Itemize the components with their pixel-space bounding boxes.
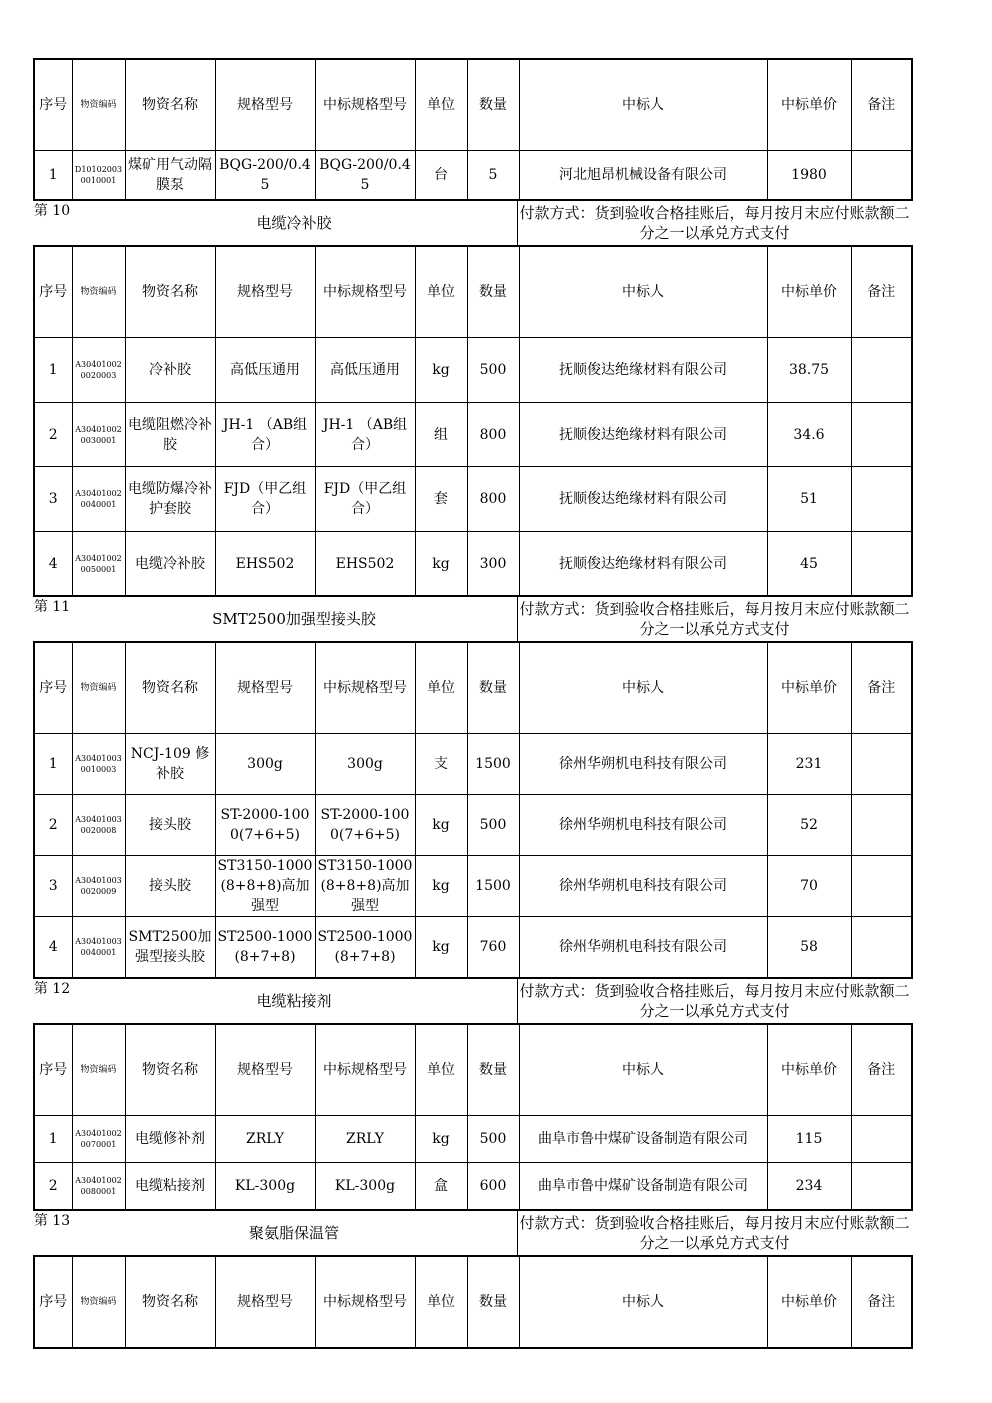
header-row (34, 59, 912, 151)
cell-seq: 1 (34, 338, 72, 403)
bid-results-sheet (33, 58, 911, 1349)
cell-qty: 300 (467, 532, 519, 597)
section-title: 聚氨脂保温管 (248, 1224, 339, 1242)
table-row (34, 734, 912, 795)
cell-winner: 徐州华朔机电科技有限公司 (519, 917, 767, 979)
cell-spec: 高低压通用 (215, 338, 315, 403)
section-header (33, 1211, 911, 1255)
cell-unit: kg (415, 856, 467, 917)
header-qty: 数量 (467, 59, 519, 151)
header-price: 中标单价 (767, 246, 851, 338)
header-unit: 单位 (415, 59, 467, 151)
cell-seq: 2 (34, 795, 72, 856)
cell-spec: FJD（甲乙组合） (215, 467, 315, 532)
header-winner: 中标人 (519, 1256, 767, 1348)
cell-winner: 抚顺俊达绝缘材料有限公司 (519, 467, 767, 532)
cell-remark (851, 467, 912, 532)
header-code: 物资编码 (72, 642, 125, 734)
cell-remark (851, 917, 912, 979)
section-title: SMT2500加强型接头胶 (212, 610, 376, 628)
cell-code: A30401003 0040001 (72, 917, 125, 979)
cell-seq: 1 (34, 151, 72, 201)
cell-qty: 600 (467, 1163, 519, 1211)
header-price: 中标单价 (767, 1024, 851, 1116)
header-remark: 备注 (851, 59, 912, 151)
table-row (34, 795, 912, 856)
header-name: 物资名称 (125, 246, 215, 338)
header-row (34, 642, 912, 734)
cell-unit: kg (415, 795, 467, 856)
table-row (34, 1163, 912, 1211)
cell-code: A30401002 0020003 (72, 338, 125, 403)
header-price: 中标单价 (767, 59, 851, 151)
cell-qty: 1500 (467, 856, 519, 917)
cell-bid-spec: BQG-200/0.45 (315, 151, 415, 201)
cell-price: 34.6 (767, 403, 851, 467)
cell-unit: kg (415, 917, 467, 979)
header-spec: 规格型号 (215, 59, 315, 151)
payment-terms: 付款方式：货到验收合格挂账后，每月按月末应付账款额二分之一以承兑方式支付 (517, 597, 911, 641)
cell-name: NCJ-109 修补胶 (125, 734, 215, 795)
cell-winner: 徐州华朔机电科技有限公司 (519, 856, 767, 917)
header-qty: 数量 (467, 246, 519, 338)
cell-qty: 1500 (467, 734, 519, 795)
cell-remark (851, 403, 912, 467)
cell-bid-spec: 高低压通用 (315, 338, 415, 403)
header-bid-spec: 中标规格型号 (315, 1024, 415, 1116)
header-unit: 单位 (415, 1256, 467, 1348)
cell-seq: 2 (34, 1163, 72, 1211)
cell-bid-spec: 300g (315, 734, 415, 795)
cell-qty: 5 (467, 151, 519, 201)
table-row (34, 467, 912, 532)
section-title: 电缆粘接剂 (256, 992, 332, 1010)
cell-spec: KL-300g (215, 1163, 315, 1211)
header-name: 物资名称 (125, 642, 215, 734)
header-unit: 单位 (415, 642, 467, 734)
section-number: 第 10 (33, 203, 71, 219)
cell-qty: 800 (467, 467, 519, 532)
cell-winner: 徐州华朔机电科技有限公司 (519, 795, 767, 856)
header-winner: 中标人 (519, 246, 767, 338)
cell-price: 231 (767, 734, 851, 795)
cell-qty: 500 (467, 795, 519, 856)
cell-seq: 4 (34, 917, 72, 979)
cell-winner: 河北旭昂机械设备有限公司 (519, 151, 767, 201)
cell-name: 电缆防爆冷补护套胶 (125, 467, 215, 532)
item-table (33, 1023, 913, 1211)
header-spec: 规格型号 (215, 1256, 315, 1348)
cell-remark (851, 338, 912, 403)
cell-price: 52 (767, 795, 851, 856)
header-bid-spec: 中标规格型号 (315, 642, 415, 734)
header-seq: 序号 (34, 1024, 72, 1116)
cell-price: 45 (767, 532, 851, 597)
cell-code: A30401002 0080001 (72, 1163, 125, 1211)
header-bid-spec: 中标规格型号 (315, 246, 415, 338)
cell-name: 电缆冷补胶 (125, 532, 215, 597)
cell-unit: 支 (415, 734, 467, 795)
cell-unit: 套 (415, 467, 467, 532)
header-bid-spec: 中标规格型号 (315, 1256, 415, 1348)
cell-winner: 抚顺俊达绝缘材料有限公司 (519, 338, 767, 403)
cell-price: 115 (767, 1116, 851, 1163)
item-table (33, 641, 913, 979)
cell-price: 234 (767, 1163, 851, 1211)
cell-code: A30401003 0010003 (72, 734, 125, 795)
cell-winner: 曲阜市鲁中煤矿设备制造有限公司 (519, 1116, 767, 1163)
cell-price: 1980 (767, 151, 851, 201)
cell-spec: 300g (215, 734, 315, 795)
cell-name: 电缆阻燃冷补胶 (125, 403, 215, 467)
cell-winner: 抚顺俊达绝缘材料有限公司 (519, 532, 767, 597)
header-spec: 规格型号 (215, 246, 315, 338)
item-table (33, 58, 913, 201)
cell-remark (851, 1116, 912, 1163)
cell-spec: BQG-200/0.45 (215, 151, 315, 201)
cell-bid-spec: JH-1 （AB组合） (315, 403, 415, 467)
cell-seq: 4 (34, 532, 72, 597)
header-spec: 规格型号 (215, 642, 315, 734)
cell-spec: ST-2000-1000(7+6+5) (215, 795, 315, 856)
cell-code: D10102003 0010001 (72, 151, 125, 201)
header-remark: 备注 (851, 642, 912, 734)
cell-name: SMT2500加强型接头胶 (125, 917, 215, 979)
item-table (33, 1255, 913, 1349)
cell-spec: JH-1 （AB组合） (215, 403, 315, 467)
cell-unit: kg (415, 338, 467, 403)
header-unit: 单位 (415, 246, 467, 338)
cell-seq: 3 (34, 856, 72, 917)
cell-price: 38.75 (767, 338, 851, 403)
header-unit: 单位 (415, 1024, 467, 1116)
header-qty: 数量 (467, 1024, 519, 1116)
cell-name: 电缆粘接剂 (125, 1163, 215, 1211)
section-number: 第 11 (33, 599, 71, 615)
cell-unit: kg (415, 1116, 467, 1163)
table-row (34, 917, 912, 979)
cell-bid-spec: ST2500-1000(8+7+8) (315, 917, 415, 979)
cell-spec: ST2500-1000(8+7+8) (215, 917, 315, 979)
cell-winner: 抚顺俊达绝缘材料有限公司 (519, 403, 767, 467)
cell-unit: 盒 (415, 1163, 467, 1211)
cell-name: 冷补胶 (125, 338, 215, 403)
cell-price: 70 (767, 856, 851, 917)
section-number: 第 13 (33, 1213, 71, 1229)
cell-unit: 台 (415, 151, 467, 201)
header-seq: 序号 (34, 1256, 72, 1348)
cell-bid-spec: ZRLY (315, 1116, 415, 1163)
header-code: 物资编码 (72, 59, 125, 151)
cell-bid-spec: FJD（甲乙组合） (315, 467, 415, 532)
cell-remark (851, 856, 912, 917)
cell-spec: ZRLY (215, 1116, 315, 1163)
header-name: 物资名称 (125, 1024, 215, 1116)
cell-name: 接头胶 (125, 795, 215, 856)
header-qty: 数量 (467, 1256, 519, 1348)
table-row (34, 151, 912, 201)
table-row (34, 856, 912, 917)
cell-seq: 1 (34, 1116, 72, 1163)
header-code: 物资编码 (72, 1256, 125, 1348)
header-bid-spec: 中标规格型号 (315, 59, 415, 151)
cell-remark (851, 795, 912, 856)
cell-price: 51 (767, 467, 851, 532)
cell-qty: 500 (467, 338, 519, 403)
cell-name: 电缆修补剂 (125, 1116, 215, 1163)
cell-name: 接头胶 (125, 856, 215, 917)
cell-bid-spec: ST-2000-1000(7+6+5) (315, 795, 415, 856)
cell-code: A30401003 0020008 (72, 795, 125, 856)
section-header (33, 201, 911, 245)
cell-remark (851, 151, 912, 201)
cell-price: 58 (767, 917, 851, 979)
header-seq: 序号 (34, 59, 72, 151)
header-winner: 中标人 (519, 59, 767, 151)
header-row (34, 246, 912, 338)
header-remark: 备注 (851, 246, 912, 338)
header-code: 物资编码 (72, 1024, 125, 1116)
cell-code: A30401002 0070001 (72, 1116, 125, 1163)
table-row (34, 1116, 912, 1163)
header-price: 中标单价 (767, 1256, 851, 1348)
table-row (34, 532, 912, 597)
header-seq: 序号 (34, 642, 72, 734)
header-remark: 备注 (851, 1256, 912, 1348)
header-remark: 备注 (851, 1024, 912, 1116)
cell-code: A30401003 0020009 (72, 856, 125, 917)
cell-seq: 2 (34, 403, 72, 467)
header-name: 物资名称 (125, 59, 215, 151)
cell-spec: EHS502 (215, 532, 315, 597)
cell-bid-spec: EHS502 (315, 532, 415, 597)
header-row (34, 1024, 912, 1116)
header-qty: 数量 (467, 642, 519, 734)
header-price: 中标单价 (767, 642, 851, 734)
cell-bid-spec: ST3150-1000(8+8+8)高加强型 (315, 856, 415, 917)
cell-bid-spec: KL-300g (315, 1163, 415, 1211)
section-number: 第 12 (33, 981, 71, 997)
cell-winner: 徐州华朔机电科技有限公司 (519, 734, 767, 795)
payment-terms: 付款方式：货到验收合格挂账后，每月按月末应付账款额二分之一以承兑方式支付 (517, 979, 911, 1023)
header-row (34, 1256, 912, 1348)
cell-winner: 曲阜市鲁中煤矿设备制造有限公司 (519, 1163, 767, 1211)
section-header (33, 979, 911, 1023)
table-row (34, 338, 912, 403)
header-winner: 中标人 (519, 642, 767, 734)
header-seq: 序号 (34, 246, 72, 338)
cell-name: 煤矿用气动隔膜泵 (125, 151, 215, 201)
payment-terms: 付款方式：货到验收合格挂账后，每月按月末应付账款额二分之一以承兑方式支付 (517, 1211, 911, 1255)
cell-unit: 组 (415, 403, 467, 467)
item-table (33, 245, 913, 597)
header-spec: 规格型号 (215, 1024, 315, 1116)
cell-remark (851, 734, 912, 795)
header-name: 物资名称 (125, 1256, 215, 1348)
cell-code: A30401002 0040001 (72, 467, 125, 532)
section-header (33, 597, 911, 641)
cell-spec: ST3150-1000(8+8+8)高加强型 (215, 856, 315, 917)
table-row (34, 403, 912, 467)
cell-qty: 800 (467, 403, 519, 467)
cell-qty: 760 (467, 917, 519, 979)
payment-terms: 付款方式：货到验收合格挂账后，每月按月末应付账款额二分之一以承兑方式支付 (517, 201, 911, 245)
section-title: 电缆冷补胶 (256, 214, 332, 232)
header-winner: 中标人 (519, 1024, 767, 1116)
cell-remark (851, 532, 912, 597)
cell-remark (851, 1163, 912, 1211)
header-code: 物资编码 (72, 246, 125, 338)
cell-code: A30401002 0030001 (72, 403, 125, 467)
cell-seq: 3 (34, 467, 72, 532)
cell-code: A30401002 0050001 (72, 532, 125, 597)
cell-qty: 500 (467, 1116, 519, 1163)
cell-seq: 1 (34, 734, 72, 795)
cell-unit: kg (415, 532, 467, 597)
